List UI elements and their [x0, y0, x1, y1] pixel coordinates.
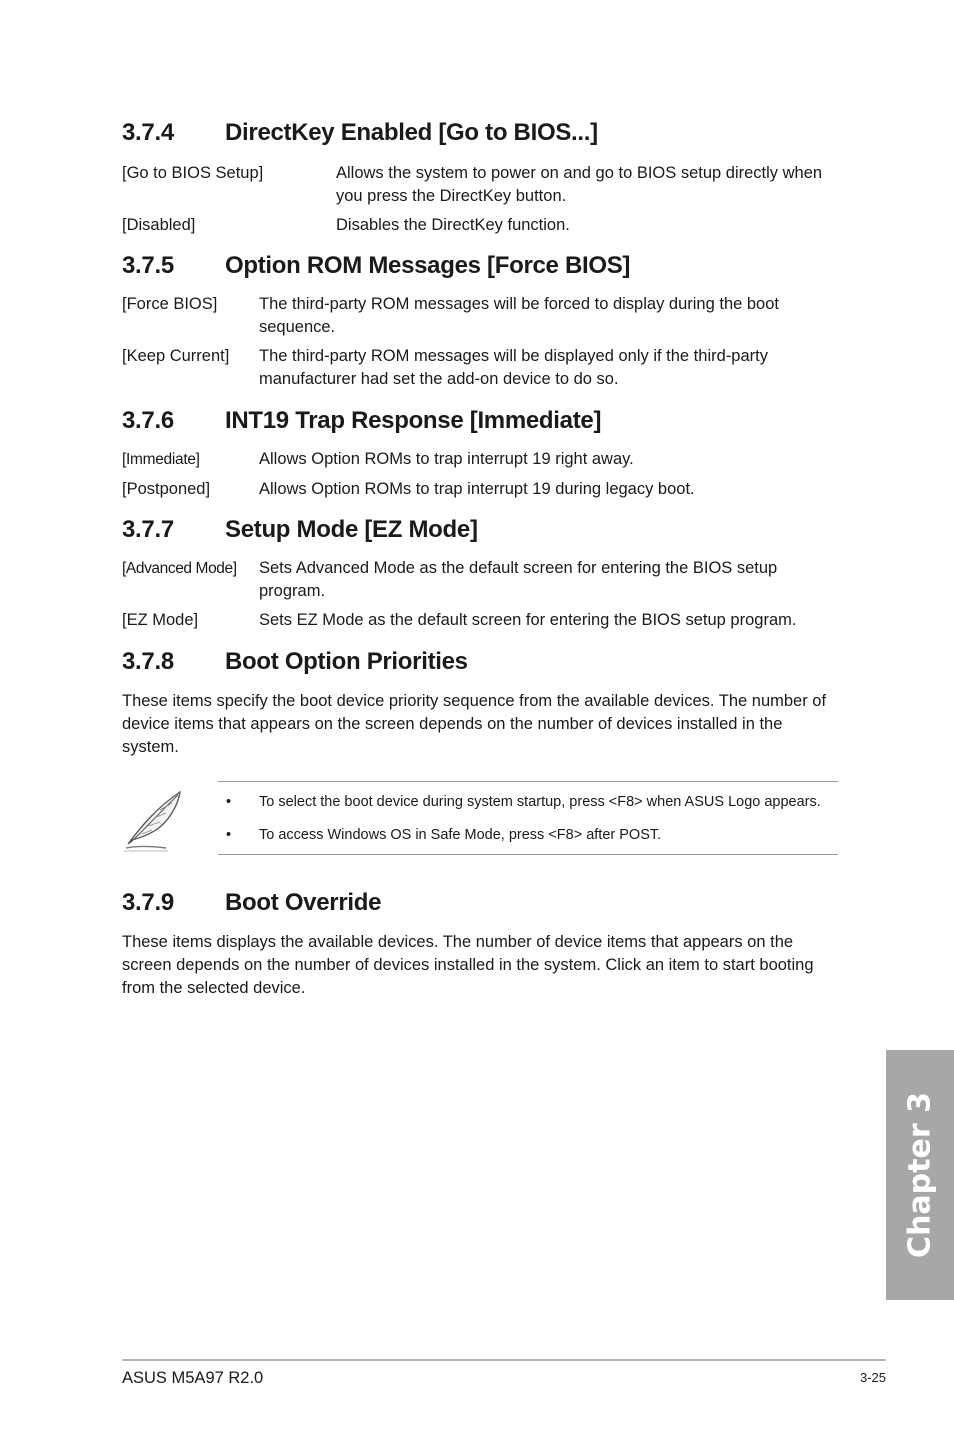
section-int19: [122, 406, 838, 501]
section-number: 3.7.9: [122, 889, 174, 916]
section-heading: [122, 647, 838, 677]
option-row: [122, 293, 838, 339]
option-key: [Immediate]: [122, 451, 200, 468]
option-key: [Advanced Mode]: [122, 560, 237, 577]
section-number: 3.7.6: [122, 407, 174, 434]
option-description: Allows Option ROMs to trap interrupt 19 right away.: [259, 450, 634, 468]
section-heading: [122, 515, 838, 545]
section-heading: [122, 251, 838, 281]
option-row: [122, 557, 838, 603]
option-row: [122, 345, 838, 391]
option-description: Disables the DirectKey function.: [336, 216, 570, 234]
section-number: 3.7.4: [122, 119, 174, 146]
footer-product-name: ASUS M5A97 R2.0: [122, 1369, 264, 1387]
section-title: Option ROM Messages [Force BIOS]: [225, 252, 631, 279]
section-option-rom: [122, 251, 838, 391]
option-row: [122, 478, 838, 501]
bullet-icon: •: [226, 827, 232, 843]
section-title: Boot Override: [225, 889, 382, 916]
section-directkey: [122, 118, 838, 237]
option-key: [Force BIOS]: [122, 295, 218, 313]
option-description: The third-party ROM messages will be displayed only if the third-party manufacturer had set the add-on device to do so.: [259, 347, 768, 388]
chapter-tab-label: Chapter 3: [902, 1092, 938, 1258]
chapter-tab: [886, 1050, 954, 1300]
section-number: 3.7.5: [122, 252, 174, 279]
option-key: [Disabled]: [122, 216, 196, 234]
section-number: 3.7.8: [122, 648, 174, 675]
note-item: [218, 825, 838, 846]
section-heading: [122, 888, 838, 918]
section-boot-priorities: [122, 647, 838, 759]
option-row: [122, 609, 838, 632]
option-row: [122, 162, 838, 208]
section-title: Boot Option Priorities: [225, 648, 468, 675]
option-key: [Postponed]: [122, 480, 211, 498]
option-description: Allows Option ROMs to trap interrupt 19 during legacy boot.: [259, 480, 695, 498]
bullet-icon: •: [226, 794, 232, 810]
note-text: To access Windows OS in Safe Mode, press <F8> after POST.: [259, 827, 662, 843]
section-setup-mode: [122, 515, 838, 632]
section-paragraph: These items specify the boot device priority sequence from the available devices. The number of device items that appears on the screen depends on the number of devices installed in the system.: [122, 692, 827, 756]
section-heading: [122, 118, 838, 148]
section-number: 3.7.7: [122, 516, 174, 543]
note-box: [218, 781, 838, 855]
option-description: The third-party ROM messages will be forced to display during the boot sequence.: [259, 295, 779, 336]
option-key: [EZ Mode]: [122, 611, 199, 629]
note-item: [218, 792, 838, 813]
section-title: INT19 Trap Response [Immediate]: [225, 407, 602, 434]
section-paragraph: These items displays the available devices. The number of device items that appears on the screen depends on the number of devices installed in the system. Click an item to start booting from the selected device.: [122, 933, 814, 997]
section-title: Setup Mode [EZ Mode]: [225, 516, 478, 543]
option-row: [122, 214, 838, 237]
option-key: [Keep Current]: [122, 347, 230, 365]
option-key: [Go to BIOS Setup]: [122, 164, 264, 182]
quill-pen-icon: [122, 788, 188, 854]
section-title: DirectKey Enabled [Go to BIOS...]: [225, 119, 598, 146]
note-list: [218, 782, 838, 854]
note-text: To select the boot device during system startup, press <F8> when ASUS Logo appears.: [259, 794, 821, 810]
option-row: [122, 448, 838, 471]
option-description: Sets EZ Mode as the default screen for entering the BIOS setup program.: [259, 611, 797, 629]
section-boot-override: [122, 888, 838, 1000]
section-heading: [122, 406, 838, 436]
option-description: Allows the system to power on and go to BIOS setup directly when you press the DirectKey button.: [336, 164, 823, 205]
footer-divider: [122, 1359, 886, 1361]
option-description: Sets Advanced Mode as the default screen for entering the BIOS setup program.: [259, 559, 778, 600]
footer-page-number: 3-25: [859, 1370, 886, 1385]
